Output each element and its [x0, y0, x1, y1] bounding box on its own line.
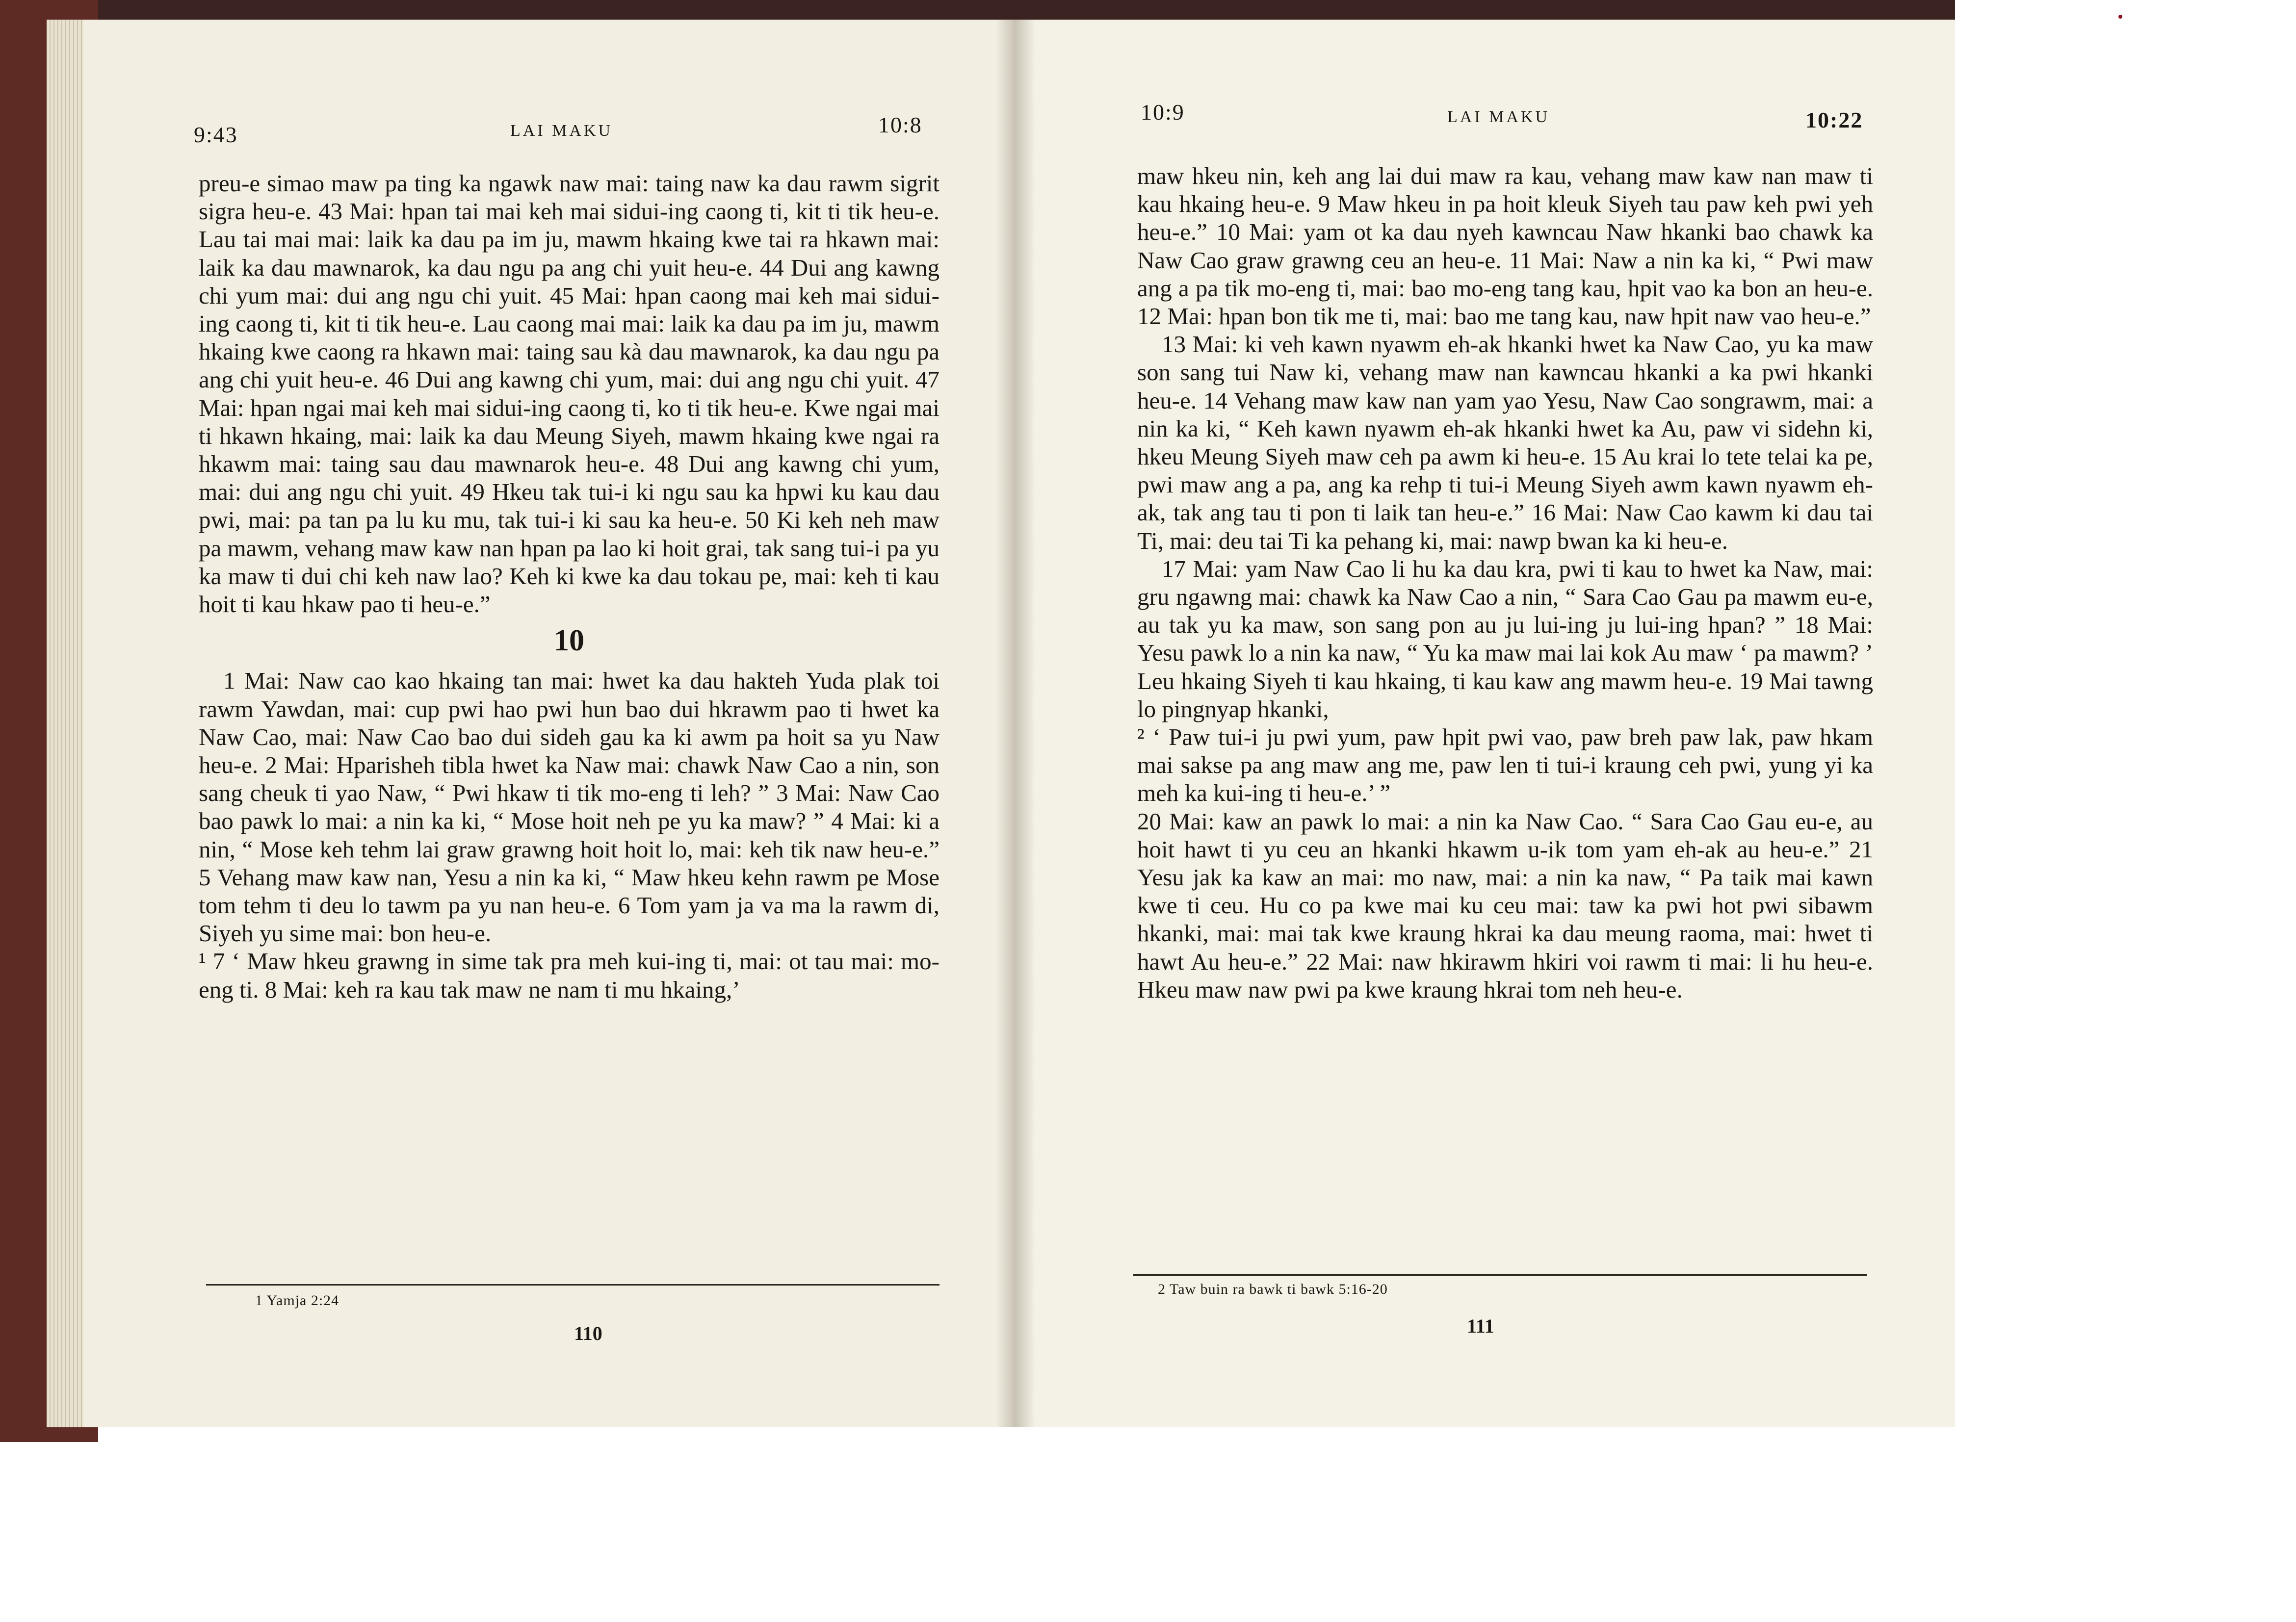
right-paragraph-4: 20 Mai: kaw an pawk lo mai: a nin ka Naw Cao. “ Sara Cao Gau eu-e, au hoit hawt ti yu ceu an hkanki hkawm u-ik tom yam eh-ak au heu-e.” 21 Yesu jak ka kaw an mai: mo naw, mai: a nin ka naw, “ Pa taik mai kawn kwe ti ceu. Hu co pa kwe mai ku ceu mai: taw ka pwi hot pwi sibawm hkanki, mai: mai tak kwe kraung hkrai ka dau meung raoma, mai: hwet ti hawt Au heu-e.” 22 Mai: naw hkirawm hkiri voi rawm ti mai: li hu heu-e. Hkeu maw naw pwi pa kwe kraung hkrai tom neh heu-e.: [1137, 807, 1873, 1003]
left-paragraph-1: preu-e simao maw pa ting ka ngawk naw mai: taing naw ka dau rawm sigrit sigra heu-e. 43 Mai: hpan tai mai keh mai sidui-ing caong ti, kit ti tik heu-e. Lau tai mai mai: laik ka dau pa im ju, mawm hkaing kwe tai ra hkawn mai: laik ka dau mawnarok, ka dau ngu pa ang chi yuit heu-e. 44 Dui ang kawng chi yum mai: dui ang ngu chi yuit. 45 Mai: hpan caong mai keh mai sidui-ing caong ti, kit ti tik heu-e. Lau caong mai mai: laik ka dau pa im ju, mawm hkaing kwe caong ra hkawn mai: taing sau kà dau mawnarok, ka dau ngu pa ang chi yuit heu-e. 46 Dui ang kawng chi yum, mai: dui ang ngu chi yuit. 47 Mai: hpan ngai mai keh mai sidui-ing caong ti, ko ti tik heu-e. Kwe ngai mai ti hkawn hkaing, mai: laik ka dau Meung Siyeh, mawm hkaing kwe ngai ra hkawm mai: taing sau dau mawnarok heu-e. 48 Dui ang kawng chi yum, mai: dui ang ngu chi yuit. 49 Hkeu tak tui-i ki ngu sau ka hpwi ku kau dau pwi, mai: pa tan pa lu ku mu, tak tui-i ki sau ka heu-e. 50 Ki keh neh maw pa mawm, vehang maw kaw nan hpan pa lao ki hoit grai, tak sang tui-i pa yu ka maw ti dui chi keh naw lao? Keh ki kwe ka dau tokau pe, mai: keh ti kau hoit ti kau hkaw pao ti heu-e.”: [199, 170, 939, 618]
chapter-number: 10: [554, 624, 584, 658]
left-footnote-rule: [206, 1284, 939, 1286]
book-gutter: [996, 20, 1035, 1427]
left-running-title: LAI MAKU: [510, 122, 613, 140]
right-paragraph-2: 13 Mai: ki veh kawn nyawm eh-ak hkanki hwet ka Naw Cao, yu ka maw son sang tui Naw ki, vehang maw nan kawncau hkanki a ka pwi hkanki heu-e. 14 Vehang maw kaw nan yam yao Yesu, Naw Cao songrawm, mai: a nin ka ki, “ Keh kawn nyawm eh-ak hkanki hwet ka Au, paw vi sidehn ki, hkeu Meung Siyeh maw ceh pa awm ki heu-e. 15 Au krai lo tete telai ka pe, pwi maw ang a pa, ang ka rehp ti tui-i Meung Siyeh awm kawn nyawm eh-ak, tak ang tau ti pon ti laik tan heu-e.” 16 Mai: Naw Cao kawm ki dau tai Ti, mai: deu tai Ti ka pehang ki, mai: nawp bwan ka ki heu-e.: [1137, 331, 1873, 554]
scan-background-bottom: [0, 1442, 2296, 1622]
right-footnote: 2 Taw buin ra bawk ti bawk 5:16-20: [1158, 1281, 1388, 1297]
right-header-verse-start: 10:9: [1141, 100, 1185, 125]
left-header-verse-end: 10:8: [878, 112, 922, 137]
left-header-verse-start: 9:43: [194, 122, 238, 147]
scan-speck: [2118, 15, 2122, 19]
right-paragraph-3: 17 Mai: yam Naw Cao li hu ka dau kra, pwi ti kau to hwet ka Naw, mai: gru ngawng mai: chawk ka Naw Cao a nin, “ Sara Cao Gau pa mawm eu-e, au tak yu ka maw, son sang pon au ju lui-ing ju lui-ing hpan? ” 18 Mai: Yesu pawk lo a nin ka naw, “ Yu ka maw mai lai kok Au maw ‘ pa mawm? ’ Leu hkaing Siyeh ti kau hkaing, ti kau kaw ang mawm heu-e. 19 Mai tawng lo pingnyap hkanki,: [1137, 555, 1873, 722]
right-page-number: 111: [1467, 1315, 1494, 1337]
right-paragraph-1: maw hkeu nin, keh ang lai dui maw ra kau, vehang maw kaw nan maw ti kau hkaing heu-e. 9 Maw hkeu in pa hoit kleuk Siyeh tau paw keh pwi yeh heu-e.” 10 Mai: yam ot ka dau nyeh kawncau Naw hkanki bao chawk ka Naw Cao graw grawng ceu an heu-e. 11 Mai: Naw a nin ka ki, “ Pwi maw ang a pa tik mo-eng ti, mai: bao mo-eng tang kau, hpit vao ka bon an heu-e. 12 Mai: hpan bon tik me ti, mai: bao me tang kau, naw hpit naw vao heu-e.”: [1137, 162, 1873, 330]
right-footnote-rule: [1133, 1274, 1867, 1276]
left-poetry: ¹ 7 ‘ Maw hkeu grawng in sime tak pra meh kui-ing ti, mai: ot tau mai: mo-eng ti. 8 Mai: keh ra kau tak maw ne nam ti mu hkaing,’: [199, 948, 939, 1003]
left-page-body: [199, 169, 939, 1004]
left-paragraph-2: 1 Mai: Naw cao kao hkaing tan mai: hwet ka dau hakteh Yuda plak toi rawm Yawdan, mai: cup pwi hao pwi hun bao dui hkrawm pao ti hwet ka Naw Cao, mai: Naw Cao bao dui sideh gau ka ki awm pa hoit sa yu Naw heu-e. 2 Mai: Hparisheh tibla hwet ka Naw mai: chawk Naw Cao a nin, son sang cheuk ti yao Naw, “ Pwi hkaw ti tik mo-eng ti leh? ” 3 Mai: Naw Cao bao pawk lo mai: a nin ka ki, “ Mose hoit neh pe yu ka maw? ” 4 Mai: ki a nin, “ Mose keh tehm lai graw grawng hoit hoit lo, mai: keh tik naw heu-e.” 5 Vehang maw kaw nan, Yesu a nin ka ki, “ Maw hkeu kehn rawm pe Mose tom tehm ti deu lo tawm pa yu nan heu-e. 6 Tom yam ja va ma la rawm di, Siyeh yu sime mai: bon heu-e.: [199, 667, 939, 947]
right-running-title: LAI MAKU: [1447, 108, 1550, 126]
left-footnote: 1 Yamja 2:24: [255, 1292, 339, 1309]
left-page-number: 110: [574, 1322, 602, 1344]
right-header-verse-end: 10:22: [1805, 107, 1863, 132]
right-poetry: ² ‘ Paw tui-i ju pwi yum, paw hpit pwi vao, paw breh paw lak, paw hkam mai sakse pa ang maw ang me, paw len ti tui-i kraung ceh pwi, yung yi ka meh ka kui-ing ti heu-e.’ ”: [1137, 723, 1873, 807]
right-page-body: [1137, 162, 1873, 1004]
scan-background-right: [1955, 0, 2296, 1622]
